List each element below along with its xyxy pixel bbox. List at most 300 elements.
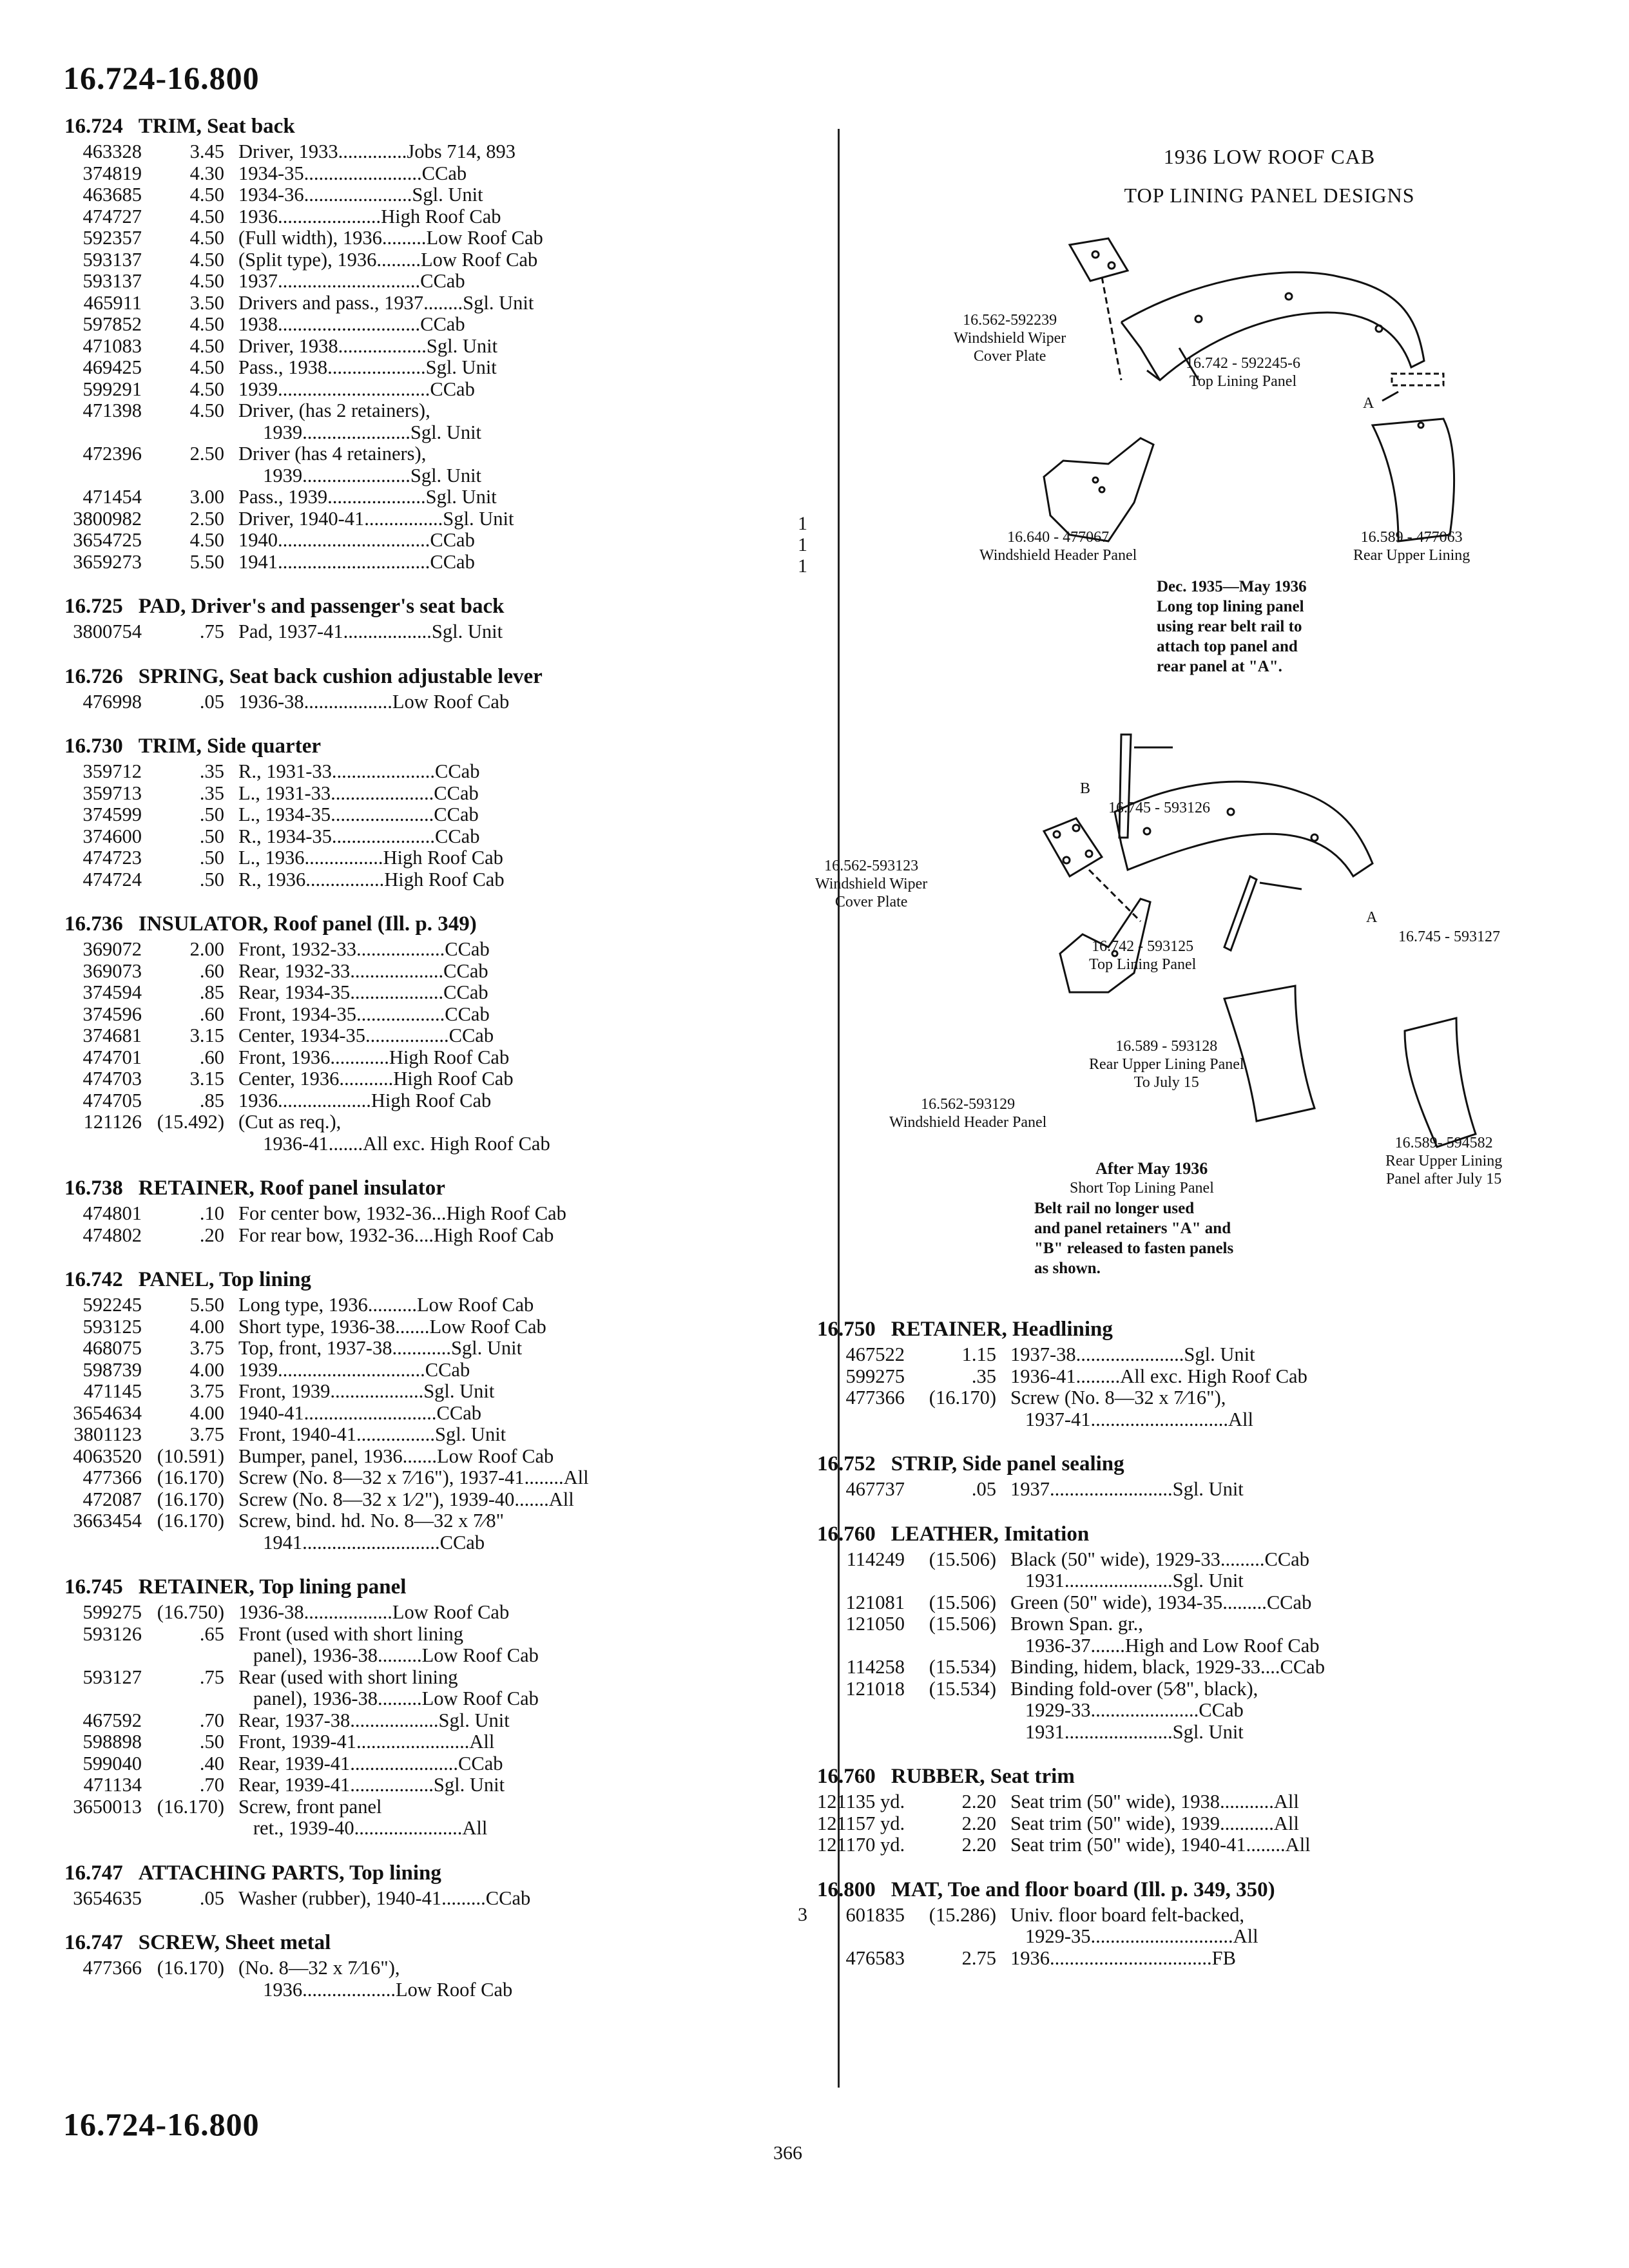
part-row bbox=[64, 1710, 773, 1732]
section-heading: TRIM, Side quarter bbox=[138, 735, 321, 758]
price: (16.170) bbox=[157, 1466, 224, 1488]
description: Top, front, 1937-38............Sgl. Unit bbox=[238, 1337, 523, 1359]
description: Center, 1934-35.................CCab bbox=[238, 1024, 494, 1046]
part-row bbox=[64, 357, 773, 379]
section-title bbox=[64, 595, 773, 619]
part-number: 465911 bbox=[83, 291, 142, 314]
part-row bbox=[64, 1510, 773, 1532]
part-row bbox=[817, 1635, 1468, 1657]
part-row bbox=[64, 1688, 773, 1710]
label-a-1: A bbox=[1363, 395, 1374, 412]
part-number: 598898 bbox=[82, 1731, 142, 1753]
part-number: 474801 bbox=[82, 1202, 142, 1224]
section-title bbox=[64, 912, 773, 936]
price: .35 bbox=[971, 1365, 996, 1387]
catalog-section bbox=[64, 912, 773, 1155]
section-heading: MAT, Toe and floor board (Ill. p. 349, 350) bbox=[891, 1878, 1275, 1901]
part-number: 592245 bbox=[82, 1294, 142, 1316]
part-number: 467737 bbox=[845, 1478, 905, 1500]
label-a-2: A bbox=[1366, 909, 1378, 926]
part-number: 474703 bbox=[82, 1068, 142, 1090]
part-row bbox=[817, 1791, 1468, 1813]
price: (16.170) bbox=[157, 1795, 224, 1818]
price bbox=[905, 1409, 1010, 1431]
description: Black (50" wide), 1929-33.........CCab bbox=[1010, 1548, 1309, 1570]
section-heading: PAD, Driver's and passenger's seat back bbox=[138, 595, 505, 618]
price: 4.50 bbox=[189, 313, 224, 335]
part-number: 3800754 bbox=[73, 620, 142, 642]
quantity-marker: 1 bbox=[798, 534, 807, 555]
price: (10.591) bbox=[157, 1445, 224, 1467]
part-number: 593126 bbox=[82, 1622, 142, 1645]
part-number: 472087 bbox=[82, 1488, 142, 1510]
description: 1941...............................CCab bbox=[238, 550, 475, 573]
price: .05 bbox=[199, 1887, 224, 1909]
price: 3.15 bbox=[189, 1068, 224, 1090]
section-number: 16.724 bbox=[64, 115, 123, 138]
part-number: 114249 bbox=[846, 1548, 905, 1570]
description: (No. 8—32 x 7⁄16"), bbox=[238, 1957, 400, 1979]
description: Screw (No. 8—32 x 7⁄16"), 1937-41........All bbox=[238, 1466, 589, 1488]
label-b: B bbox=[1080, 780, 1091, 797]
section-title bbox=[64, 1931, 773, 1955]
price: (15.506) bbox=[929, 1548, 996, 1570]
part-number: 469425 bbox=[82, 356, 142, 378]
quantity-marker: 3 bbox=[798, 1904, 807, 1925]
label-retainer-a: 16.745 - 593127 bbox=[1398, 928, 1500, 945]
part-row bbox=[64, 1203, 773, 1225]
description: 1936-41.......All exc. High Roof Cab bbox=[238, 1132, 550, 1155]
price: 4.50 bbox=[189, 334, 224, 357]
catalog-section bbox=[64, 735, 773, 890]
price: 3.50 bbox=[189, 291, 224, 314]
price bbox=[142, 1645, 238, 1667]
description: 1937.........................Sgl. Unit bbox=[1010, 1478, 1244, 1500]
part-row bbox=[64, 293, 773, 314]
part-row bbox=[64, 271, 773, 293]
section-title bbox=[64, 1177, 773, 1200]
part-row bbox=[817, 1570, 1468, 1592]
part-row bbox=[64, 1624, 773, 1646]
section-title bbox=[64, 665, 773, 689]
price: .65 bbox=[199, 1622, 224, 1645]
part-number bbox=[817, 1570, 905, 1592]
price: .85 bbox=[199, 981, 224, 1003]
label-rear-upper-1: 16.589 - 477063 Rear Upper Lining bbox=[1353, 529, 1470, 564]
part-row bbox=[817, 1926, 1468, 1948]
description: Green (50" wide), 1934-35.........CCab bbox=[1010, 1591, 1312, 1613]
part-row bbox=[64, 1818, 773, 1840]
section-heading: LEATHER, Imitation bbox=[891, 1522, 1090, 1546]
part-number: 474701 bbox=[82, 1046, 142, 1068]
quantity-marker: 1 bbox=[798, 513, 807, 534]
description: (Full width), 1936.........Low Roof Cab bbox=[238, 227, 543, 249]
description: 1940...............................CCab bbox=[238, 529, 475, 551]
description: Univ. floor board felt-backed, bbox=[1010, 1903, 1245, 1926]
description: 1929-35.............................All bbox=[1010, 1925, 1258, 1947]
section-number: 16.745 bbox=[64, 1575, 123, 1599]
part-row bbox=[64, 783, 773, 805]
part-number: 471083 bbox=[82, 334, 142, 357]
part-row bbox=[817, 1592, 1468, 1614]
description: Front, 1939...................Sgl. Unit bbox=[238, 1380, 495, 1402]
part-number: 359712 bbox=[82, 760, 142, 782]
description: Center, 1936...........High Roof Cab bbox=[238, 1068, 514, 1090]
price: .75 bbox=[199, 1666, 224, 1688]
price: 2.20 bbox=[961, 1834, 996, 1856]
section-heading: SPRING, Seat back cushion adjustable lever bbox=[138, 664, 543, 688]
price: (15.286) bbox=[929, 1903, 996, 1926]
price: .40 bbox=[199, 1752, 224, 1774]
price: 4.50 bbox=[189, 529, 224, 551]
part-row bbox=[64, 1025, 773, 1047]
part-row bbox=[817, 1479, 1468, 1501]
label-wiper-cover-2: 16.562-593123 Windshield Wiper Cover Plate bbox=[815, 858, 928, 910]
description: 1937-41............................All bbox=[1010, 1408, 1254, 1430]
part-row bbox=[64, 1532, 773, 1554]
section-heading: SCREW, Sheet metal bbox=[138, 1931, 331, 1954]
part-number: 374819 bbox=[82, 162, 142, 184]
description: Drivers and pass., 1937........Sgl. Unit bbox=[238, 291, 534, 314]
description: 1931......................Sgl. Unit bbox=[1010, 1570, 1244, 1591]
part-number: 3654725 bbox=[73, 529, 142, 551]
part-row bbox=[64, 1489, 773, 1511]
part-number: 601835 bbox=[845, 1903, 905, 1926]
description: 1936-41.........All exc. High Roof Cab bbox=[1010, 1365, 1307, 1387]
price: 4.50 bbox=[189, 270, 224, 292]
label-header-panel-2: 16.562-593129 Windshield Header Panel bbox=[889, 1096, 1047, 1131]
catalog-section bbox=[64, 1931, 773, 2001]
description: 1936.....................High Roof Cab bbox=[238, 205, 501, 227]
description: Front, 1932-33..................CCab bbox=[238, 938, 490, 960]
note-short-panel: Belt rail no longer used and panel retainers "A" and "B" released to fasten panels as shown. bbox=[1034, 1200, 1234, 1277]
description: Pad, 1937-41..................Sgl. Unit bbox=[238, 620, 503, 642]
part-row bbox=[64, 443, 773, 465]
price: (15.534) bbox=[929, 1656, 996, 1678]
price: .50 bbox=[199, 825, 224, 847]
part-number: 477366 bbox=[845, 1387, 905, 1408]
part-row bbox=[64, 314, 773, 336]
part-row bbox=[64, 163, 773, 185]
part-row bbox=[64, 1645, 773, 1667]
price bbox=[142, 1133, 238, 1155]
part-row bbox=[817, 1344, 1468, 1366]
part-number: 3801123 bbox=[73, 1423, 142, 1445]
description: Washer (rubber), 1940-41.........CCab bbox=[238, 1887, 531, 1909]
part-number: 599291 bbox=[82, 378, 142, 400]
part-number: 477366 bbox=[82, 1466, 142, 1488]
part-number: 374594 bbox=[82, 981, 142, 1003]
description: Rear, 1934-35...................CCab bbox=[238, 981, 488, 1003]
part-number: 471134 bbox=[83, 1774, 142, 1796]
price: .10 bbox=[199, 1202, 224, 1224]
price: .60 bbox=[199, 959, 224, 982]
description: 1934-35........................CCab bbox=[238, 162, 467, 184]
part-number bbox=[817, 1635, 905, 1657]
part-number: 463328 bbox=[82, 140, 142, 162]
price: 3.75 bbox=[189, 1337, 224, 1359]
part-number: 468075 bbox=[82, 1337, 142, 1359]
part-row bbox=[64, 400, 773, 422]
section-number: 16.752 bbox=[817, 1452, 876, 1475]
part-row bbox=[64, 486, 773, 508]
description: Pass., 1939....................Sgl. Unit bbox=[238, 486, 497, 508]
section-number: 16.800 bbox=[817, 1878, 876, 1901]
section-heading: INSULATOR, Roof panel (Ill. p. 349) bbox=[138, 912, 477, 936]
part-row bbox=[64, 1360, 773, 1381]
price: (16.170) bbox=[157, 1488, 224, 1510]
part-number: 593125 bbox=[82, 1315, 142, 1338]
part-number: 472396 bbox=[82, 443, 142, 465]
description: 1938.............................CCab bbox=[238, 313, 465, 335]
part-row bbox=[64, 465, 773, 487]
part-row bbox=[64, 1403, 773, 1425]
part-row bbox=[64, 1796, 773, 1818]
quantity-marker: 1 bbox=[798, 555, 807, 577]
description: 1936-38..................Low Roof Cab bbox=[238, 690, 510, 713]
price: .70 bbox=[199, 1774, 224, 1796]
catalog-section bbox=[817, 1523, 1468, 1744]
part-number: 476998 bbox=[82, 690, 142, 713]
part-row bbox=[64, 982, 773, 1004]
part-row bbox=[817, 1366, 1468, 1388]
price: .60 bbox=[199, 1046, 224, 1068]
part-number: 121170 yd. bbox=[817, 1834, 905, 1856]
description: Front, 1940-41................Sgl. Unit bbox=[238, 1423, 506, 1445]
part-row bbox=[64, 1774, 773, 1796]
section-heading: RUBBER, Seat trim bbox=[891, 1765, 1075, 1788]
part-number: 121126 bbox=[83, 1111, 142, 1133]
price: 4.50 bbox=[189, 227, 224, 249]
price: .50 bbox=[199, 868, 224, 890]
price: 3.45 bbox=[189, 140, 224, 162]
part-number: 598739 bbox=[82, 1358, 142, 1381]
section-number: 16.726 bbox=[64, 664, 123, 688]
description: Front, 1939-41.......................All bbox=[238, 1731, 495, 1753]
part-number: 597852 bbox=[82, 313, 142, 335]
description: 1937.............................CCab bbox=[238, 270, 465, 292]
section-title bbox=[64, 115, 773, 139]
part-number bbox=[64, 1688, 142, 1710]
price bbox=[905, 1926, 1010, 1948]
part-number: 474705 bbox=[82, 1089, 142, 1111]
part-row bbox=[817, 1905, 1468, 1927]
part-row bbox=[64, 379, 773, 401]
part-row bbox=[64, 336, 773, 358]
section-title bbox=[64, 1861, 773, 1885]
part-number: 592357 bbox=[82, 227, 142, 249]
diagram-title-line2: TOP LINING PANEL DESIGNS bbox=[1124, 184, 1415, 207]
label-top-lining-2: 16.742 - 593125 Top Lining Panel bbox=[1089, 938, 1197, 973]
part-row bbox=[64, 1111, 773, 1133]
description: Brown Span. gr., bbox=[1010, 1613, 1143, 1635]
price bbox=[142, 422, 238, 444]
note2-head: After May 1936 bbox=[1095, 1159, 1208, 1178]
part-row bbox=[64, 141, 773, 163]
part-number: 476583 bbox=[845, 1946, 905, 1969]
section-title bbox=[817, 1765, 1468, 1789]
part-row bbox=[64, 1731, 773, 1753]
section-number: 16.730 bbox=[64, 735, 123, 758]
price: 2.00 bbox=[189, 938, 224, 960]
part-number bbox=[64, 422, 142, 444]
price: .05 bbox=[199, 690, 224, 713]
description: For rear bow, 1932-36....High Roof Cab bbox=[238, 1224, 554, 1246]
description: 1934-36......................Sgl. Unit bbox=[238, 184, 483, 206]
part-row bbox=[64, 1047, 773, 1069]
price: 2.50 bbox=[189, 507, 224, 530]
section-number: 16.750 bbox=[817, 1318, 876, 1341]
part-number: 3663454 bbox=[73, 1510, 142, 1532]
part-row bbox=[64, 206, 773, 228]
part-number: 593137 bbox=[82, 248, 142, 271]
part-row bbox=[817, 1549, 1468, 1571]
price bbox=[905, 1700, 1010, 1722]
price bbox=[905, 1635, 1010, 1657]
part-row bbox=[817, 1700, 1468, 1722]
description: Driver, 1933..............Jobs 714, 893 bbox=[238, 140, 516, 162]
price bbox=[142, 1818, 238, 1840]
part-row bbox=[64, 530, 773, 552]
part-row bbox=[817, 1409, 1468, 1431]
description: 1931......................Sgl. Unit bbox=[1010, 1720, 1244, 1743]
section-heading: PANEL, Top lining bbox=[138, 1268, 311, 1291]
part-number: 593127 bbox=[82, 1666, 142, 1688]
price: 5.50 bbox=[189, 550, 224, 573]
part-row bbox=[817, 1813, 1468, 1835]
part-row bbox=[64, 422, 773, 444]
part-row bbox=[64, 961, 773, 983]
part-number: 3650013 bbox=[73, 1795, 142, 1818]
label-wiper-cover-1: 16.562-592239 Windshield Wiper Cover Plate bbox=[954, 312, 1066, 365]
section-title bbox=[64, 1268, 773, 1292]
part-number bbox=[64, 465, 142, 487]
description: R., 1934-35.....................CCab bbox=[238, 825, 480, 847]
description: R., 1936................High Roof Cab bbox=[238, 868, 505, 890]
description: Screw (No. 8—32 x 7⁄16"), bbox=[1010, 1387, 1226, 1408]
part-row bbox=[64, 847, 773, 869]
price: .85 bbox=[199, 1089, 224, 1111]
part-row bbox=[64, 1957, 773, 1979]
price: 4.50 bbox=[189, 184, 224, 206]
price: .60 bbox=[199, 1003, 224, 1025]
part-number: 369072 bbox=[82, 938, 142, 960]
description: Screw, bind. hd. No. 8—32 x 7⁄8" bbox=[238, 1510, 505, 1532]
description: Driver, 1938..................Sgl. Unit bbox=[238, 334, 498, 357]
part-row bbox=[64, 227, 773, 249]
description: Short type, 1936-38.......Low Roof Cab bbox=[238, 1315, 546, 1338]
part-row bbox=[64, 826, 773, 848]
description: Driver (has 4 retainers), bbox=[238, 443, 427, 465]
part-number: 471145 bbox=[83, 1380, 142, 1402]
page-footer-range: 16.724-16.800 bbox=[63, 2106, 260, 2142]
part-row bbox=[64, 869, 773, 891]
part-row bbox=[64, 1602, 773, 1624]
part-row bbox=[64, 249, 773, 271]
description: Driver, (has 2 retainers), bbox=[238, 399, 430, 421]
description: Front, 1936............High Roof Cab bbox=[238, 1046, 510, 1068]
part-row bbox=[817, 1722, 1468, 1744]
price: .05 bbox=[971, 1478, 996, 1500]
part-number bbox=[64, 1532, 142, 1554]
catalog-section bbox=[817, 1452, 1468, 1501]
catalog-section bbox=[817, 1878, 1468, 1970]
description: Binding, hidem, black, 1929-33....CCab bbox=[1010, 1656, 1325, 1678]
price: (16.750) bbox=[157, 1601, 224, 1623]
description: Seat trim (50" wide), 1940-41........All bbox=[1010, 1834, 1311, 1856]
part-number bbox=[817, 1926, 905, 1948]
description: Seat trim (50" wide), 1938...........All bbox=[1010, 1791, 1299, 1812]
part-number: 474802 bbox=[82, 1224, 142, 1246]
price: .70 bbox=[199, 1709, 224, 1731]
section-heading: TRIM, Seat back bbox=[138, 115, 295, 138]
description: Rear, 1932-33...................CCab bbox=[238, 959, 488, 982]
price: .50 bbox=[199, 803, 224, 825]
description: Long type, 1936..........Low Roof Cab bbox=[238, 1294, 534, 1316]
section-number: 16.738 bbox=[64, 1177, 123, 1200]
description: 1939...............................CCab bbox=[238, 378, 475, 400]
part-number: 374681 bbox=[82, 1024, 142, 1046]
description: 1941............................CCab bbox=[238, 1531, 485, 1553]
price: 2.75 bbox=[961, 1946, 996, 1969]
part-number: 374599 bbox=[82, 803, 142, 825]
part-number: 471454 bbox=[82, 486, 142, 508]
part-number bbox=[64, 1645, 142, 1667]
description: Bumper, panel, 1936.......Low Roof Cab bbox=[238, 1445, 554, 1467]
part-row bbox=[64, 1753, 773, 1775]
description: Rear, 1937-38..................Sgl. Unit bbox=[238, 1709, 510, 1731]
part-number: 471398 bbox=[82, 399, 142, 421]
part-row bbox=[64, 1225, 773, 1247]
part-number bbox=[64, 1818, 142, 1840]
label-header-panel-1: 16.640 - 477067 Windshield Header Panel bbox=[979, 529, 1137, 564]
description: Driver, 1940-41................Sgl. Unit bbox=[238, 507, 514, 530]
price: 4.00 bbox=[189, 1315, 224, 1338]
catalog-section bbox=[817, 1318, 1468, 1430]
part-number: 369073 bbox=[82, 959, 142, 982]
part-row bbox=[817, 1657, 1468, 1678]
label-top-lining-1: 16.742 - 592245-6 Top Lining Panel bbox=[1186, 355, 1300, 390]
description: L., 1934-35.....................CCab bbox=[238, 803, 479, 825]
price: 4.50 bbox=[189, 356, 224, 378]
part-number: 3800982 bbox=[73, 507, 142, 530]
section-number: 16.725 bbox=[64, 595, 123, 618]
part-row bbox=[817, 1387, 1468, 1409]
part-number: 599040 bbox=[82, 1752, 142, 1774]
section-heading: RETAINER, Roof panel insulator bbox=[138, 1177, 445, 1200]
price: 4.50 bbox=[189, 378, 224, 400]
price: .20 bbox=[199, 1224, 224, 1246]
description: 1937-38......................Sgl. Unit bbox=[1010, 1343, 1255, 1365]
price: 3.75 bbox=[189, 1380, 224, 1402]
part-number bbox=[817, 1700, 905, 1722]
description: Pass., 1938....................Sgl. Unit bbox=[238, 356, 497, 378]
section-number: 16.760 bbox=[817, 1522, 876, 1546]
section-number: 16.760 bbox=[817, 1765, 876, 1788]
section-heading: RETAINER, Top lining panel bbox=[138, 1575, 407, 1599]
part-row bbox=[64, 691, 773, 713]
price: 5.50 bbox=[189, 1294, 224, 1316]
part-number: 3659273 bbox=[73, 550, 142, 573]
price: 4.00 bbox=[189, 1358, 224, 1381]
price: 3.75 bbox=[189, 1423, 224, 1445]
price: (15.534) bbox=[929, 1677, 996, 1700]
description: 1939......................Sgl. Unit bbox=[238, 464, 482, 486]
description: 1936-37.......High and Low Roof Cab bbox=[1010, 1634, 1320, 1657]
description: 1936.................................FB bbox=[1010, 1946, 1236, 1969]
part-row bbox=[64, 939, 773, 961]
catalog-section bbox=[64, 1575, 773, 1840]
